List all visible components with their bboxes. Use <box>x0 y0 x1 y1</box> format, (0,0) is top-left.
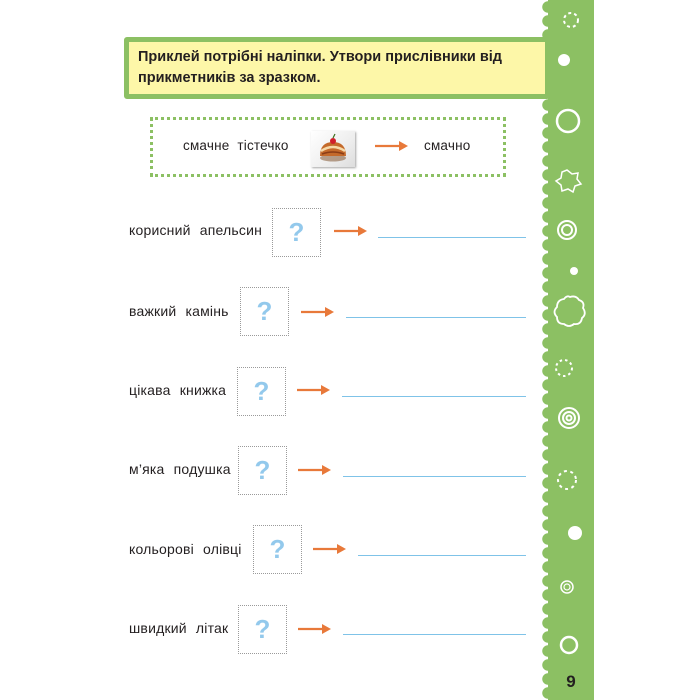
sticker-slot[interactable] <box>237 367 286 416</box>
exercise-phrase: важкий камінь <box>129 303 229 319</box>
arrow-icon <box>313 543 347 555</box>
exercise-phrase: корисний апельсин <box>129 222 263 238</box>
sample-box <box>150 117 506 177</box>
ring-icon <box>563 412 575 424</box>
sticker-slot[interactable] <box>240 287 289 336</box>
answer-line[interactable] <box>378 237 526 238</box>
instruction-line-2: прикметників за зразком. <box>138 70 321 86</box>
dotted-ring-icon <box>556 360 572 376</box>
exercise-phrase: швидкий літак <box>129 620 229 636</box>
question-mark-icon: ? <box>254 614 271 644</box>
question-mark-icon: ? <box>256 296 273 326</box>
arrow-icon <box>334 225 368 237</box>
star-icon <box>556 170 581 192</box>
dot-icon <box>568 526 582 540</box>
dotted-ring-icon <box>564 13 578 27</box>
sticker-slot[interactable] <box>238 605 287 654</box>
flower-icon <box>555 296 585 326</box>
instruction-banner <box>124 37 550 99</box>
question-mark-icon: ? <box>254 455 271 485</box>
ring-icon <box>561 637 577 653</box>
instruction-line-1: Приклей потрібні наліпки. Утвори прислівники від <box>138 49 502 65</box>
sample-sticker <box>311 131 355 167</box>
sun-icon <box>561 581 573 593</box>
ring-icon <box>558 221 576 239</box>
question-mark-icon: ? <box>288 217 305 247</box>
sample-answer: смачно <box>424 138 471 153</box>
arrow-icon <box>298 464 332 476</box>
sample-phrase: смачне тістечко <box>183 138 289 153</box>
exercise-phrase: цікава книжка <box>129 382 227 398</box>
exercise-phrase: кольорові олівці <box>129 541 242 557</box>
dot-icon <box>570 267 578 275</box>
answer-line[interactable] <box>342 396 526 397</box>
ring-icon <box>567 416 572 421</box>
arrow-icon <box>297 384 331 396</box>
answer-line[interactable] <box>343 634 526 635</box>
sun-icon <box>564 584 570 590</box>
page-number: 9 <box>548 664 594 700</box>
ring-icon <box>557 110 579 132</box>
answer-line[interactable] <box>346 317 526 318</box>
dot-icon <box>558 54 570 66</box>
ring-icon <box>562 225 572 235</box>
arrow-icon <box>375 140 409 152</box>
arrow-icon <box>298 623 332 635</box>
sticker-slot[interactable] <box>272 208 321 257</box>
exercise-phrase: м’яка подушка <box>129 461 231 477</box>
sticker-slot[interactable] <box>253 525 302 574</box>
answer-line[interactable] <box>343 476 526 477</box>
arrow-icon <box>301 306 335 318</box>
question-mark-icon: ? <box>269 534 286 564</box>
cake-icon <box>311 131 355 167</box>
answer-line[interactable] <box>358 555 526 556</box>
sticker-slot[interactable] <box>238 446 287 495</box>
dotted-ring-icon <box>558 471 576 489</box>
question-mark-icon: ? <box>253 376 270 406</box>
side-decor-icons <box>548 0 594 700</box>
